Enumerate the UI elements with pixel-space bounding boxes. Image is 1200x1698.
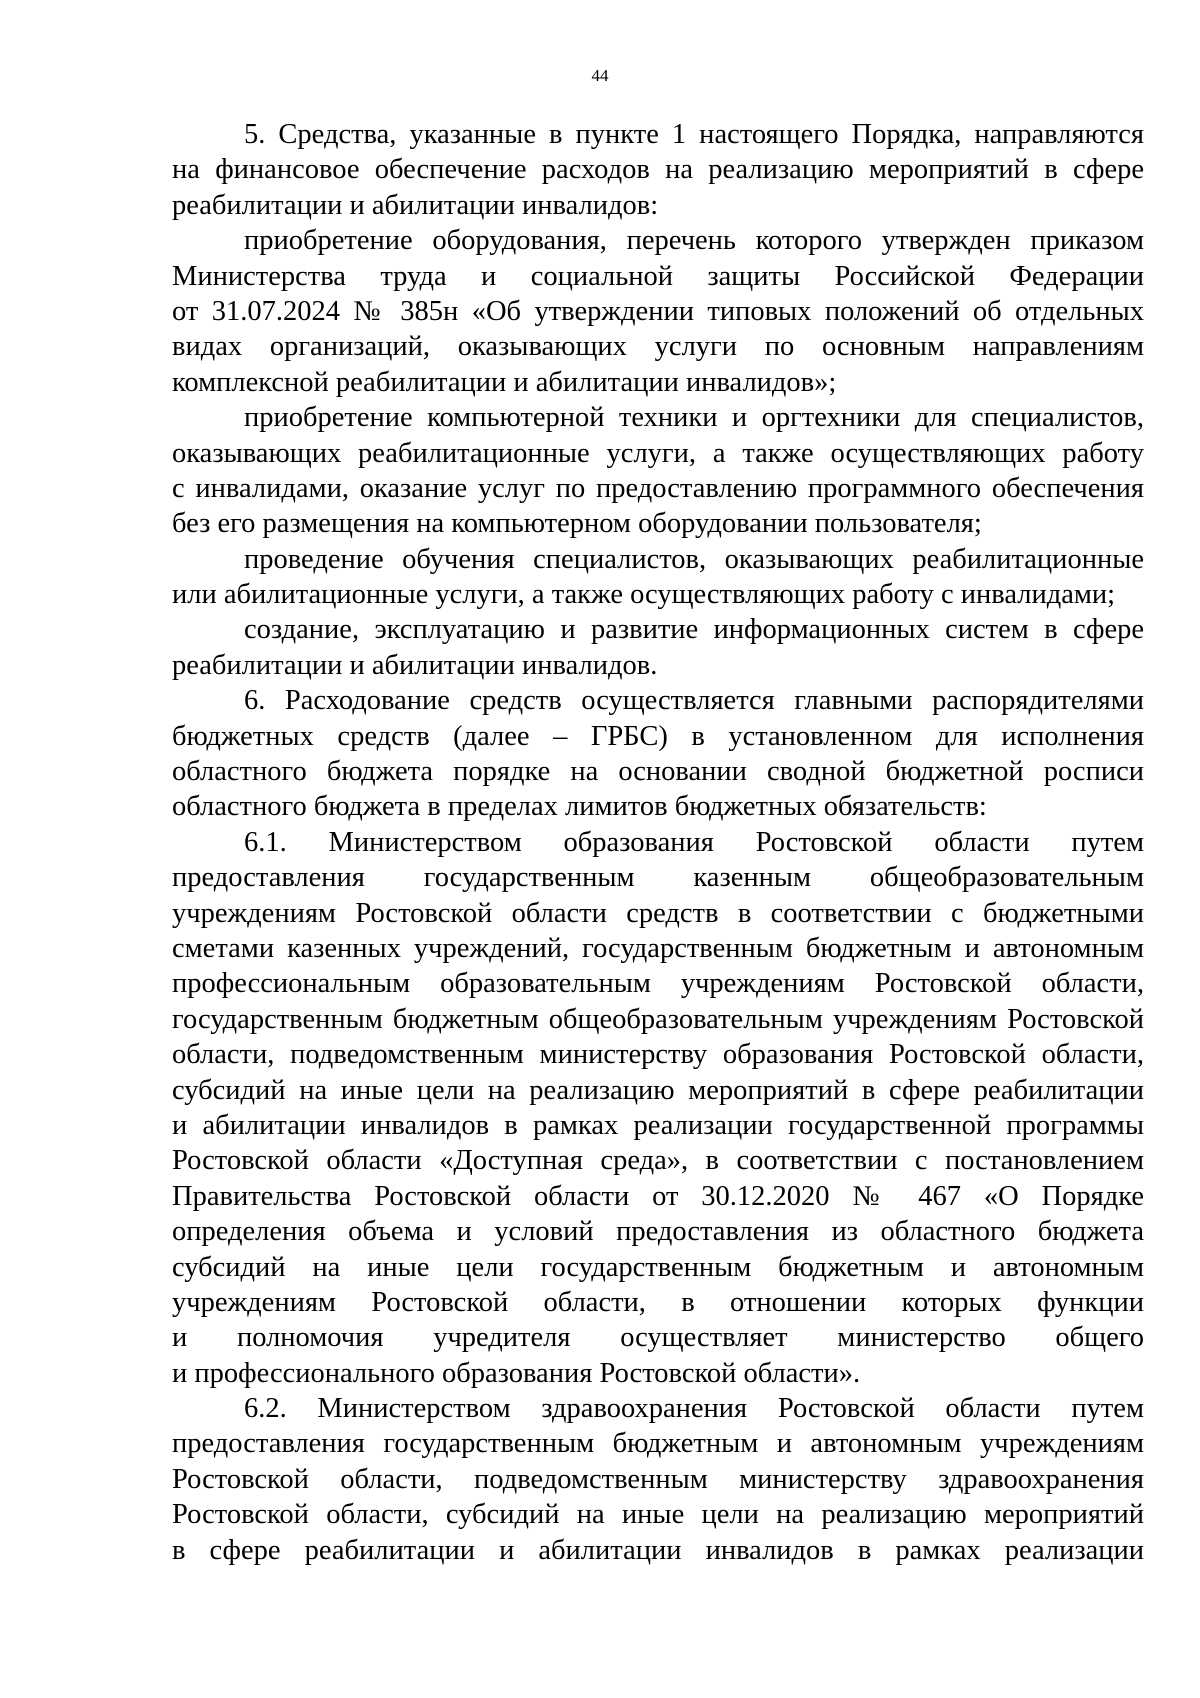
text-line: субсидий на иные цели государственным бюджетным и автономным bbox=[172, 1251, 1144, 1283]
text-line: бюджетных средств (далее – ГРБС) в установленном для исполнения bbox=[172, 720, 1144, 752]
text-line: субсидий на иные цели на реализацию мероприятий в сфере реабилитации bbox=[172, 1074, 1144, 1106]
text-line: оказывающих реабилитационные услуги, а также осуществляющих работу bbox=[172, 437, 1144, 469]
text-line: 6.1. Министерством образования Ростовской области путем bbox=[244, 826, 1144, 858]
text-line: приобретение компьютерной техники и оргтехники для специалистов, bbox=[244, 402, 1144, 434]
text-line: или абилитационные услуги, а также осуществляющих работу с инвалидами; bbox=[172, 579, 1116, 611]
text-line: проведение обучения специалистов, оказывающих реабилитационные bbox=[244, 543, 1144, 575]
text-line: определения объема и условий предоставления из областного бюджета bbox=[172, 1216, 1144, 1248]
text-line: в сфере реабилитации и абилитации инвалидов в рамках реализации bbox=[172, 1534, 1144, 1566]
text-line: Ростовской области, подведомственным министерству здравоохранения bbox=[172, 1463, 1144, 1495]
text-line: области, подведомственным министерству образования Ростовской области, bbox=[172, 1039, 1144, 1071]
text-line: 6. Расходование средств осуществляется главными распорядителями bbox=[244, 685, 1144, 717]
text-line: видах организаций, оказывающих услуги по основным направлениям bbox=[172, 331, 1144, 363]
text-line: и профессионального образования Ростовской области». bbox=[172, 1357, 861, 1389]
text-line: без его размещения на компьютерном оборудовании пользователя; bbox=[172, 508, 982, 540]
text-line: от 31.07.2024 № 385н «Об утверждении типовых положений об отдельных bbox=[172, 295, 1144, 327]
text-line: на финансовое обеспечение расходов на реализацию мероприятий в сфере bbox=[172, 154, 1144, 186]
text-line: учреждениям Ростовской области средств в соответствии с бюджетными bbox=[172, 897, 1144, 929]
text-line: профессиональным образовательным учреждениям Ростовской области, bbox=[172, 968, 1144, 1000]
text-line: государственным бюджетным общеобразовательным учреждениям Ростовской bbox=[172, 1003, 1144, 1035]
text-line: сметами казенных учреждений, государственным бюджетным и автономным bbox=[172, 932, 1144, 964]
text-line: областного бюджета в пределах лимитов бюджетных обязательств: bbox=[172, 791, 987, 823]
text-line: предоставления государственным казенным общеобразовательным bbox=[172, 862, 1144, 894]
page-number: 44 bbox=[591, 66, 609, 85]
text-line: и полномочия учредителя осуществляет министерство общего bbox=[172, 1322, 1144, 1354]
text-line: Министерства труда и социальной защиты Российской Федерации bbox=[172, 260, 1144, 292]
text-line: Ростовской области, субсидий на иные цели на реализацию мероприятий bbox=[172, 1499, 1144, 1531]
text-line: с инвалидами, оказание услуг по предоставлению программного обеспечения bbox=[172, 472, 1144, 504]
text-line: комплексной реабилитации и абилитации инвалидов»; bbox=[172, 366, 837, 398]
text-line: создание, эксплуатацию и развитие информационных систем в сфере bbox=[244, 614, 1144, 646]
document-body bbox=[172, 117, 1144, 1568]
text-line: учреждениям Ростовской области, в отношении которых функции bbox=[172, 1286, 1144, 1318]
text-line: областного бюджета порядке на основании сводной бюджетной росписи bbox=[172, 756, 1144, 788]
text-line: Правительства Ростовской области от 30.12.2020 № 467 «О Порядке bbox=[172, 1180, 1144, 1212]
text-line: реабилитации и абилитации инвалидов. bbox=[172, 649, 658, 681]
text-line: предоставления государственным бюджетным и автономным учреждениям bbox=[172, 1428, 1144, 1460]
text-line: и абилитации инвалидов в рамках реализации государственной программы bbox=[172, 1109, 1144, 1141]
text-line: реабилитации и абилитации инвалидов: bbox=[172, 189, 659, 221]
text-line: 6.2. Министерством здравоохранения Ростовской области путем bbox=[244, 1393, 1144, 1425]
text-line: 5. Средства, указанные в пункте 1 настоящего Порядка, направляются bbox=[244, 119, 1144, 150]
text-line: Ростовской области «Доступная среда», в соответствии с постановлением bbox=[172, 1145, 1144, 1177]
text-line: приобретение оборудования, перечень которого утвержден приказом bbox=[244, 225, 1144, 257]
